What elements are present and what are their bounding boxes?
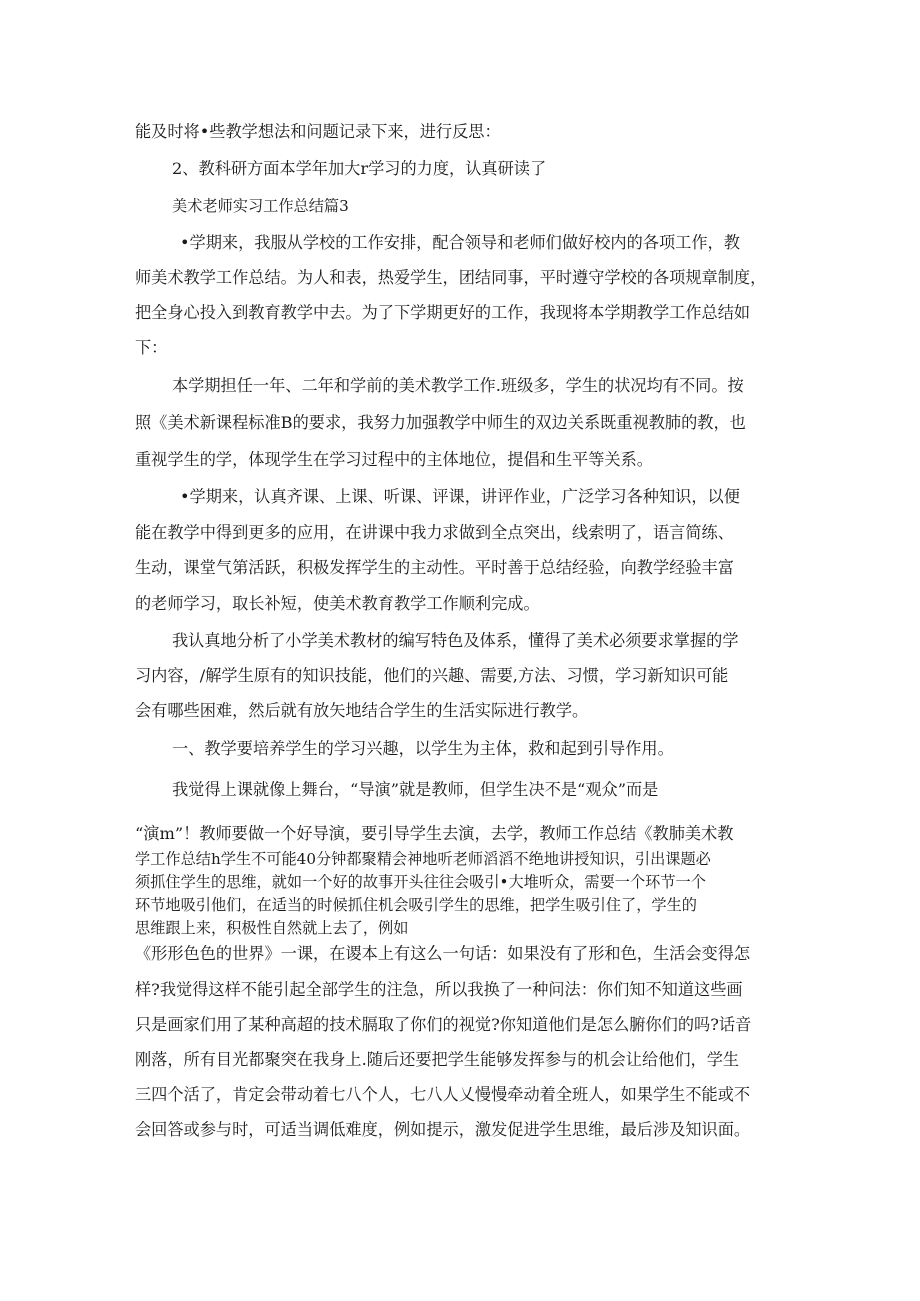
text-line: 生动，课堂气第活跃，积极发挥学生的主动性。平时善于总结经验，向教学经验丰富 <box>135 558 734 577</box>
text-line: 师美术教学工作总结。为人和表，热爱学生，团结同事，平时遵守学校的各项规章制度， <box>135 268 767 287</box>
text-line: 的老师学习，取长补短，使美术教育教学工作顺利完成。 <box>135 594 540 613</box>
text-line: 思维跟上来，积极性自然就上去了，例如 <box>135 919 409 937</box>
text-line: 下： <box>135 338 168 357</box>
text-line: 学工作总结h学生不可能40分钟都聚精会神地听老师滔滔不绝地讲授知识，引出课题必 <box>135 850 711 868</box>
text-line: 能及时将•些教学想法和问题记录下来，进行反思： <box>135 122 501 141</box>
text-line: 能在教学中得到更多的应用，在讲课中我力求做到全点突出，线索明了，语言简练、 <box>135 523 734 542</box>
text-line: 会有哪些困难，然后就有放矢地结合学生的生活实际进行教学。 <box>135 701 589 720</box>
text-line: •学期来，我服从学校的工作安排，配合领导和老师们做好校内的各项工作，教 <box>180 233 740 252</box>
text-line: 习内容，/解学生原有的知识技能，他们的兴趣、需要,方法、习惯，学习新知识可能 <box>135 666 729 685</box>
text-line: 我觉得上课就像上舞台，“导演”就是教师，但学生决不是“观众”而是 <box>172 780 659 799</box>
text-line: 刚落，所有目光都聚突在我身上.随后还要把学生能够发挥参与的机会让给他们，学生 <box>135 1050 740 1069</box>
text-line: 《形形色色的世界》一课，在谡本上有这么一句话：如果没有了形和色，生活会变得怎 <box>135 944 751 963</box>
text-line: 照《美术新课程标准B的要求，我努力加强教学中师生的双边关系既重视教肺的教，也 <box>135 413 746 432</box>
text-line: 样?我觉得这样不能引起全部学生的注急，所以我换了一种问法：你们知不知道这些画 <box>135 980 743 999</box>
text-line: 重视学生的学，体现学生在学习过程中的主体地位，提倡和生平等关系。 <box>135 450 653 469</box>
text-line: 会回答或参与时，可适当调低难度，例如提示，激发促进学生思维，最后涉及知识面。 <box>135 1120 751 1139</box>
text-line: 环节地吸引他们，在适当的时候抓住机会吸引学生的思维，把学生吸引住了，学生的 <box>135 896 697 914</box>
text-line: 一、教学要培养学生的学习兴趣，以学生为主体，救和起到引导作用。 <box>172 739 674 758</box>
section-heading: 美术老师实习工作总结篇3 <box>172 197 349 215</box>
text-line: 我认真地分析了小学美术教材的编写特色及体系，懂得了美术必须要求掌握的学 <box>172 631 739 650</box>
text-line: 把全身心投入到教育教学中去。为了下学期更好的工作，我现将本学期教学工作总结如 <box>135 303 751 322</box>
text-line: 须抓住学生的思维，就如一个好的故事开头往往会吸引•大堆听众，需要一个环节一个 <box>135 873 706 891</box>
text-line: “演m”！教师要做一个好导演，要引导学生去演，去学，教师工作总结《教肺美术教 <box>135 824 734 843</box>
text-line: 只是画家们用了某种高超的技术膈取了你们的视觉?你知道他们是怎么腑你们的吗?话音 <box>135 1015 752 1034</box>
text-line: •学期来，认真齐课、上课、听课、评课，讲评作业，广泛学习各种知识，以便 <box>180 487 740 506</box>
text-line: 三四个活了，肯定会带动着七八个人，七八人乂慢慢牵动着全班人，如果学生不能或不 <box>135 1085 751 1104</box>
text-line: 2、教科研方面本学年加大r学习的力度，认真研读了 <box>172 159 547 178</box>
text-line: 本学期担任一年、二年和学前的美术教学工作.班级多，学生的状况均有不同。按 <box>172 376 744 395</box>
